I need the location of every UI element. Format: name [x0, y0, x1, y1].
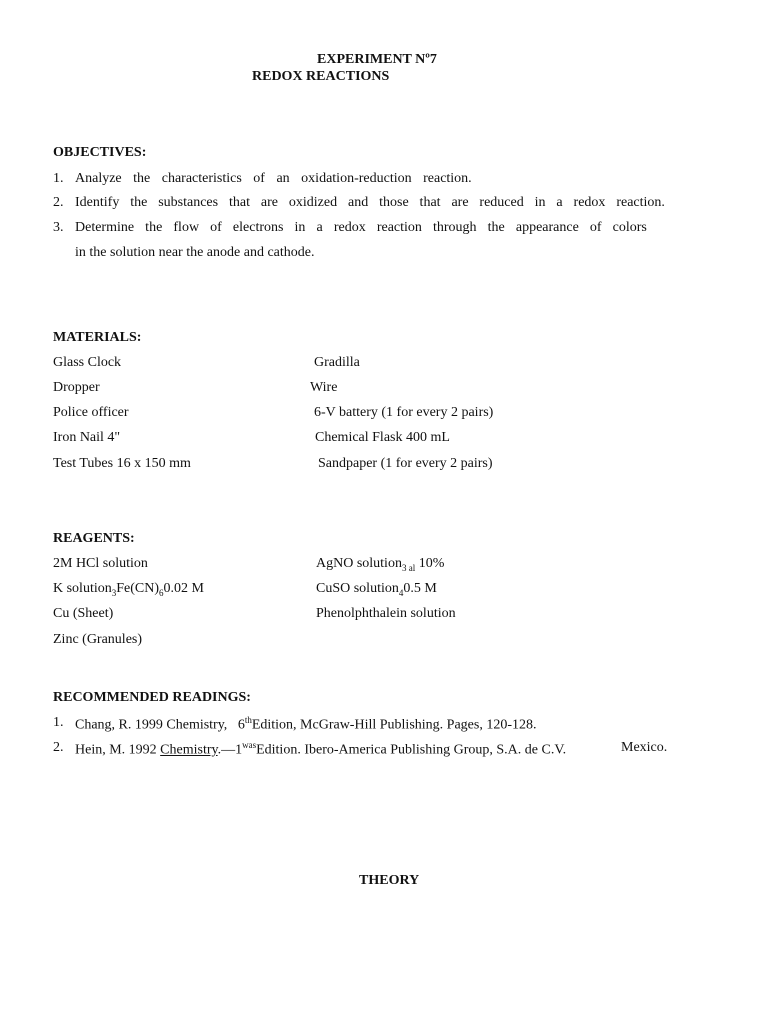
material-item: Dropper [53, 380, 100, 395]
reading-item: Chang, R. 1999 Chemistry, 6thEdition, McGraw-Hill Publishing. Pages, 120-128. [75, 715, 537, 733]
reagent-item: Cu (Sheet) [53, 606, 114, 621]
objectives-heading: OBJECTIVES: [53, 145, 147, 160]
material-item: Wire [310, 380, 338, 395]
materials-heading: MATERIALS: [53, 330, 142, 345]
material-item: Gradilla [314, 355, 360, 370]
reading-title-underlined: Chemistry [160, 742, 218, 758]
reagent-item: AgNO solution$_{3 al}$ 10% [316, 556, 445, 573]
material-item: Test Tubes 16 x 150 mm [53, 456, 191, 471]
reagent-item: 2M HCl solution [53, 556, 148, 571]
objective-text-continuation: in the solution near the anode and cathode. [75, 245, 315, 260]
objective-text: Identify the substances that are oxidized and those that are reduced in a redox reaction. [75, 195, 665, 210]
reagent-item: Phenolphthalein solution [316, 606, 456, 621]
theory-heading: THEORY [359, 873, 420, 888]
reading-number: 1. [53, 715, 64, 730]
material-item: Glass Clock [53, 355, 122, 370]
objective-text: Determine the flow of electrons in a redox reaction through the appearance of colors [75, 220, 647, 235]
material-item: Iron Nail 4" [53, 430, 121, 445]
reading-item: Hein, M. 1992 $Chemistry.—1^{was}Edition$. Ibero-America Publishing Group, S.A. de C.V. [75, 740, 567, 758]
reagent-item: K $solution_3Fe(CN)_60.02$ M [53, 581, 204, 598]
reading-location: Mexico. [621, 740, 668, 755]
material-item: Police officer [53, 405, 129, 420]
reagent-item: CuSO solution$_4$0.5 M [316, 581, 437, 598]
objective-number: 3. [53, 220, 64, 235]
experiment-subtitle: REDOX REACTIONS [252, 69, 390, 84]
readings-heading: RECOMMENDED READINGS: [53, 690, 251, 705]
material-item: 6-V battery (1 for every 2 pairs) [314, 405, 494, 420]
material-item: Sandpaper (1 for every 2 pairs) [318, 456, 493, 471]
reagent-item: Zinc (Granules) [53, 632, 143, 647]
reading-number: 2. [53, 740, 64, 755]
experiment-title: EXPERIMENT Nº7 [317, 52, 437, 67]
material-item: Chemical Flask 400 mL [315, 430, 450, 445]
objective-number: 2. [53, 195, 64, 210]
reagents-heading: REAGENTS: [53, 531, 135, 546]
objective-text: Analyze the characteristics of an oxidation-reduction reaction. [75, 171, 472, 186]
objective-number: 1. [53, 171, 64, 186]
